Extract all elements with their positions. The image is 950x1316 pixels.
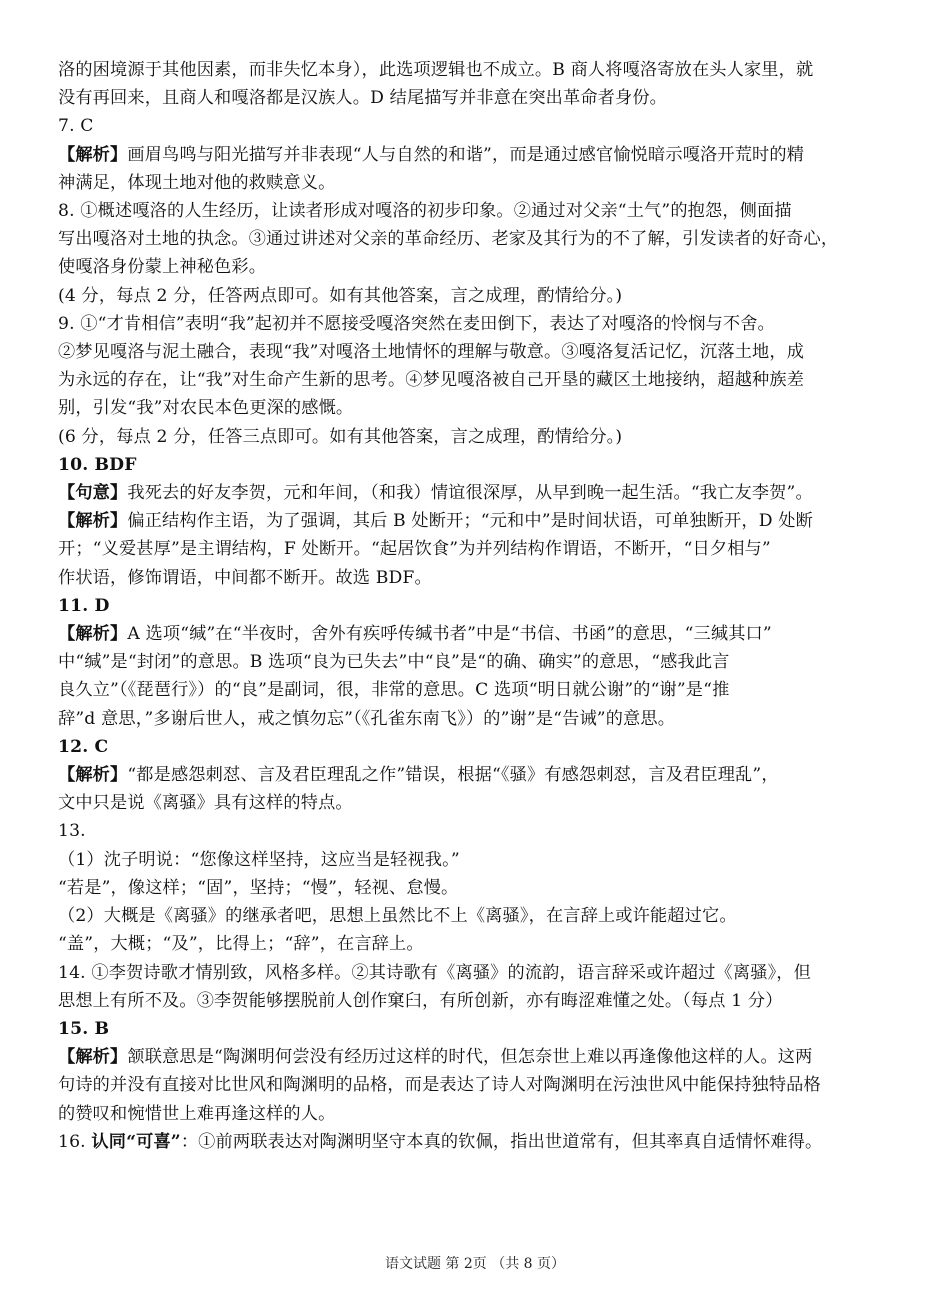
answer-key-content	[58, 56, 894, 1156]
section-label: 【解析】	[58, 624, 128, 645]
line-text: 文中只是说《离骚》具有这样的特点。	[58, 793, 353, 814]
line-text: 我死去的好友李贺，元和年间，（和我）情谊很深厚，从早到晚一起生活。“我亡友李贺”。	[127, 483, 813, 504]
line-text: ：①前两联表达对陶渊明坚守本真的钦佩，指出世道常有，但其率真自适情怀难得。	[180, 1131, 823, 1152]
text-line	[58, 987, 894, 1015]
text-line	[58, 394, 894, 422]
line-text: 9. ①“才肯相信”表明“我”起初并不愿接受嘎洛突然在麦田倒下，表达了对嘎洛的怜悯与不舍。	[58, 313, 775, 334]
text-line	[58, 761, 894, 789]
text-line	[58, 451, 894, 479]
text-line	[58, 56, 894, 84]
section-label: 【句意】	[58, 483, 128, 504]
text-line	[58, 902, 894, 930]
line-text: “若是”，像这样；“固”，坚持；“慢”，轻视、怠慢。	[58, 877, 459, 898]
text-line	[58, 84, 894, 112]
line-text: 开；“义爱甚厚”是主谓结构，F 处断开。“起居饮食”为并列结构作谓语，不断开，“日夕相与”	[58, 539, 771, 560]
text-line	[58, 141, 894, 169]
line-text: 使嘎洛身份蒙上神秘色彩。	[58, 257, 267, 278]
text-line	[58, 733, 894, 761]
line-text: 中“缄”是“封闭”的意思。B 选项“良为已失去”中“良”是“的确、确实”的意思，“感我此言	[58, 652, 730, 673]
line-text: （1）沈子明说：“您像这样坚持，这应当是轻视我。”	[58, 849, 460, 870]
line-text: 14. ①李贺诗歌才情别致，风格多样。②其诗歌有《离骚》的流韵，语言辞采或许超过《离骚》，但	[58, 962, 811, 983]
text-line	[58, 1100, 894, 1128]
line-text: “盖”，大概；“及”，比得上；“辞”，在言辞上。	[58, 934, 424, 955]
text-line	[58, 817, 894, 845]
line-text: 良久立”（《琵琶行》）的“良”是副词，很，非常的意思。C 选项“明日就公谢”的“谢”是“推	[58, 680, 730, 701]
text-line	[58, 930, 894, 958]
text-line	[58, 338, 894, 366]
line-text: (4 分，每点 2 分，任答两点即可。如有其他答案，言之成理，酌情给分。)	[58, 285, 623, 306]
line-text: 别，引发“我”对农民本色更深的感慨。	[58, 398, 354, 419]
line-text: A 选项“缄”在“半夜时，舍外有疾呼传缄书者”中是“书信、书函”的意思，“三缄其口”	[127, 624, 772, 645]
text-line	[58, 676, 894, 704]
line-text: 写出嘎洛对土地的执念。③通过讲述对父亲的革命经历、老家及其行为的不了解，引发读者的好奇心，	[58, 229, 839, 250]
text-line	[58, 535, 894, 563]
line-text: 颔联意思是“陶渊明何尝没有经历过这样的时代，但怎奈世上难以再逢像他这样的人。这两	[127, 1047, 813, 1068]
text-line	[58, 705, 894, 733]
text-line	[58, 507, 894, 535]
line-text: 12. C	[58, 736, 109, 757]
line-text: 洛的困境源于其他因素，而非失忆本身），此选项逻辑也不成立。B 商人将嘎洛寄放在头人家里，就	[58, 60, 814, 80]
text-line	[58, 592, 894, 620]
line-text: 作状语，修饰谓语，中间都不断开。故选 BDF。	[58, 567, 432, 588]
text-line	[58, 648, 894, 676]
line-text: 为永远的存在，让“我”对生命产生新的思考。④梦见嘎洛被自己开垦的藏区土地接纳，超越种族差	[58, 370, 805, 391]
text-line	[58, 1071, 894, 1099]
text-line	[58, 225, 894, 253]
text-line	[58, 959, 894, 987]
line-text: 句诗的并没有直接对比世风和陶渊明的品格，而是表达了诗人对陶渊明在污浊世风中能保持独特品格	[58, 1075, 821, 1096]
text-line	[58, 874, 894, 902]
line-text: 13.	[58, 821, 86, 842]
section-label: 【解析】	[58, 765, 128, 786]
line-text: 神满足，体现土地对他的救赎意义。	[58, 172, 336, 193]
line-text: 辞”d 意思，”多谢后世人，戒之慎勿忘”（《孔雀东南飞》）的”谢”是“告诫”的意思。	[58, 708, 676, 729]
text-line	[58, 366, 894, 394]
line-text: “都是感怨刺怼、言及君臣理乱之作”错误，根据“《骚》有感怨刺怼，言及君臣理乱”，	[127, 765, 779, 786]
text-line	[58, 310, 894, 338]
line-text: 15. B	[58, 1018, 110, 1039]
line-text: 8. ①概述嘎洛的人生经历，让读者形成对嘎洛的初步印象。②通过对父亲“土气”的抱怨，侧面描	[58, 201, 792, 222]
line-text: 10. BDF	[58, 454, 137, 475]
line-text: 思想上有所不及。③李贺能够摆脱前人创作窠臼，有所创新，亦有晦涩难懂之处。（每点 1 分）	[58, 990, 783, 1011]
text-line	[58, 1015, 894, 1043]
line-text: 没有再回来，且商人和嘎洛都是汉族人。D 结尾描写并非意在突出革命者身份。	[58, 88, 668, 109]
section-label: 【解析】	[58, 1047, 128, 1068]
page-footer: 语文试题 第 2页 （共 8 页）	[384, 1256, 566, 1272]
section-label: 认同“可喜”	[91, 1131, 181, 1152]
line-text: ②梦见嘎洛与泥土融合，表现“我”对嘎洛土地情怀的理解与敬意。③嘎洛复活记忆，沉落土地，成	[58, 342, 805, 363]
text-line	[58, 112, 894, 140]
text-line	[58, 620, 894, 648]
text-line	[58, 423, 894, 451]
section-label: 【解析】	[58, 511, 128, 532]
line-text: 7. C	[58, 116, 94, 137]
text-line	[58, 1043, 894, 1071]
text-line	[58, 1128, 894, 1156]
text-line	[58, 789, 894, 817]
question-number: 16.	[58, 1131, 92, 1152]
text-line	[58, 479, 894, 507]
line-text: (6 分，每点 2 分，任答三点即可。如有其他答案，言之成理，酌情给分。)	[58, 426, 623, 447]
text-line	[58, 282, 894, 310]
line-text: 的赞叹和惋惜世上难再逢这样的人。	[58, 1103, 336, 1124]
text-line	[58, 169, 894, 197]
line-text: 11. D	[58, 595, 110, 616]
section-label: 【解析】	[58, 144, 128, 165]
text-line	[58, 564, 894, 592]
text-line	[58, 253, 894, 281]
line-text: （2）大概是《离骚》的继承者吧，思想上虽然比不上《离骚》，在言辞上或许能超过它。	[58, 906, 737, 927]
text-line	[58, 846, 894, 874]
text-line	[58, 197, 894, 225]
line-text: 画眉鸟鸣与阳光描写并非表现“人与自然的和谐”，而是通过感官愉悦暗示嘎洛开荒时的精	[127, 144, 805, 165]
line-text: 偏正结构作主语，为了强调，其后 B 处断开；“元和中”是时间状语，可单独断开，D 处断	[127, 511, 813, 532]
